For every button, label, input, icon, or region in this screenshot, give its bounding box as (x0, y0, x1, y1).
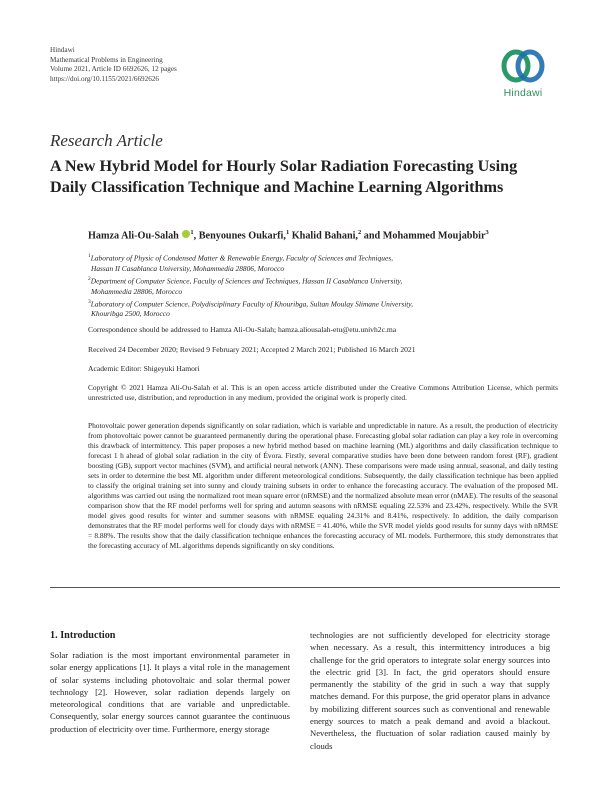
correspondence: Correspondence should be addressed to Hamza Ali-Ou-Salah; hamza.aliousalah-etu@etu.univh2c.ma (88, 325, 397, 334)
article-type: Research Article (50, 131, 163, 150)
article-title (50, 156, 560, 198)
body-column-right (310, 629, 550, 752)
author-name[interactable]: Khalid Bahani, (291, 230, 358, 242)
publisher-name: Hindawi (50, 46, 75, 54)
volume-line: Volume 2021, Article ID 6692626, 12 pages (50, 65, 177, 74)
author-affil-sup: 2 (357, 229, 362, 236)
author-name[interactable]: Benyounes Oukarfi, (198, 230, 286, 242)
affiliation: $^3$Laboratory of Computer Science, Polydisciplinary Faculty of Khouribga, Sultan Moulay Slimane University, (88, 298, 414, 309)
affiliation: $^2$Department of Computer Science, Faculty of Sciences and Techniques, Hassan II Casablanca University, (88, 275, 403, 286)
publisher-logo (495, 46, 551, 104)
affiliation-cont: Khouribga 2500, Morocco (91, 309, 170, 319)
section-heading: 1. Introduction (50, 630, 116, 641)
divider (50, 587, 560, 588)
journal-header (50, 46, 177, 84)
doi-link[interactable]: https://doi.org/10.1155/2021/6692626 (50, 74, 160, 83)
affiliation-cont: Hassan II Casablanca University, Mohammedia 28806, Morocco (91, 263, 285, 273)
paragraph: Solar radiation is the most important environmental parameter in solar energy applications [1]. It plays a vital role in the management of solar systems including photovoltaic and solar thermal power technology [2]. However, solar radiation depends largely on meteorological conditions that are variable and unpredictable. Consequently, solar energy sources cannot guarantee the continuous production of electricity over time. Furthermore, energy storage (50, 650, 290, 734)
author-affil-sup: 1 (190, 229, 194, 236)
author-name[interactable]: and Mohammed Moujabbir (363, 230, 486, 242)
logo-wordmark: Hindawi (503, 87, 543, 99)
author-list: Hamza Ali-Ou-Salah $^1$, Benyounes Oukarfi,$^1$ Khalid Bahani,$^2$ and Mohammed Moujabbir$^3$ (88, 229, 489, 242)
article-dates: Received 24 December 2020; Revised 9 February 2021; Accepted 2 March 2021; Published 16 March 2021 (88, 345, 416, 354)
author-name[interactable]: Hamza Ali-Ou-Salah (88, 230, 179, 242)
affiliations (88, 251, 558, 320)
title-line: A New Hybrid Model for Hourly Solar Radiation Forecasting Using (50, 157, 518, 175)
academic-editor: Academic Editor: Shigeyuki Hamori (88, 364, 200, 373)
body-column-left (50, 649, 290, 735)
title-line: Daily Classification Technique and Machine Learning Algorithms (50, 178, 504, 196)
hindawi-rings-icon (500, 46, 546, 86)
abstract: Photovoltaic power generation depends significantly on solar radiation, which is variable and unpredictable in nature. As a result, the production of electricity from photovoltaic power cannot be guaranteed permanently during the operational phase. Forecasting global solar radiation can play a key role in overcoming this drawback of intermittency. This paper proposes a new hybrid method based on machine learning (ML) algorithms and daily classification technique to forecast 1 h ahead of global solar radiation in the city of Évora. Firstly, several comparative studies have been done between random forest (RF), gradient boosting (GB), support vector machines (SVM), and artificial neural network (ANN). These comparisons were made using annual, seasonal, and daily testing sets in order to determine the best ML algorithm under different meteorological conditions. Subsequently, the daily classification technique has been applied to classify the original training set into sunny and cloudy training subsets in order to enhance the forecasting accuracy. The evaluation of the proposed ML algorithms was carried out using the normalized root mean square error (nRMSE) and the normalized absolute mean error (nMAE). The results of the seasonal comparison show that the RF model performs well for spring and autumn seasons with nRMSE equaling 22.53% and 23.42%, respectively. While the SVR model gives good results for winter and summer seasons with nRMSE equaling 24.31% and 8.41%, respectively. In addition, the daily comparison demonstrates that the RF model performs well for cloudy days with nRMSE = 41.40%, while the SVR model yields good results for sunny days with nRMSE = 8.88%. The results show that the daily classification technique enhances the forecasting accuracy of ML models. Furthermore, this study demonstrates that the forecasting accuracy of ML algorithms depends significantly on sky conditions. (88, 421, 558, 550)
affiliation-cont: Mohammedia 28806, Morocco (91, 286, 183, 296)
author-affil-sup: 1 (285, 229, 290, 236)
paragraph: technologies are not sufficiently developed for electricity storage when necessary. As a result, this intermittency introduces a big challenge for the grid operators to integrate solar energy sources into the electric grid [3]. In fact, the grid operators should ensure permanently the stability of the grid in such a way that supply matches demand. For this purpose, the grid operator plans in advance by mobilizing different sources such as conventional and renewable energy sources to match a peak demand and avoid a blackout. Nevertheless, the fluctuation of solar radiation caused mainly by clouds (310, 630, 550, 751)
copyright-notice: Copyright © 2021 Hamza Ali-Ou-Salah et al. This is an open access article distributed under the Creative Commons Attribution License, which permits unrestricted use, distribution, and reproduction in any medium, provided the original work is properly cited. (88, 383, 558, 402)
author-affil-sup: 3 (485, 229, 489, 236)
affiliation: $^1$Laboratory of Physic of Condensed Matter & Renewable Energy, Faculty of Sciences and Techniques, (88, 253, 393, 263)
journal-name: Mathematical Problems in Engineering (50, 55, 163, 64)
